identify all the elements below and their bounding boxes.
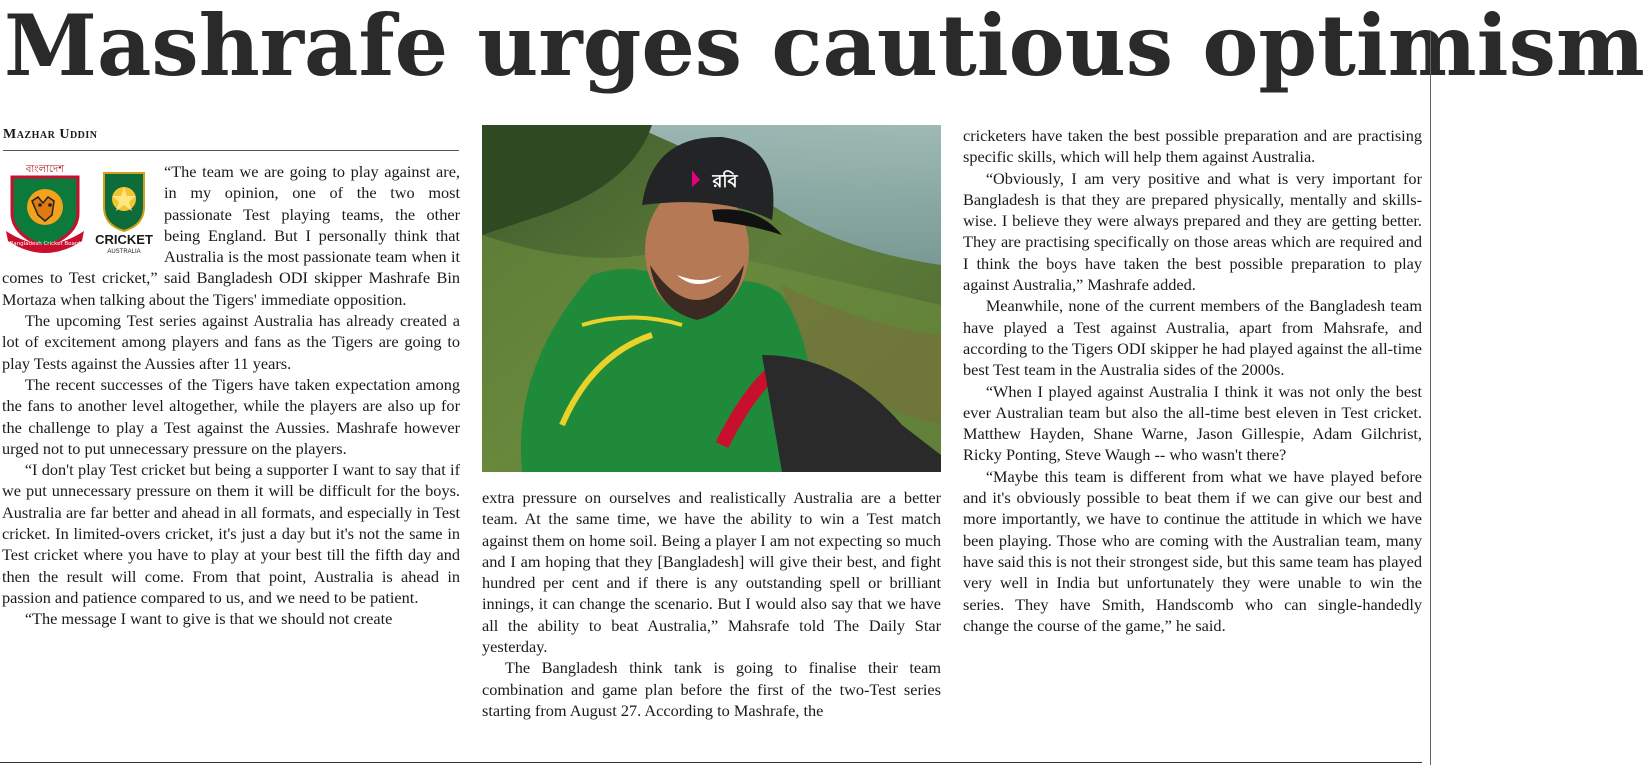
svg-text:রবি: রবি [712, 171, 738, 192]
bottom-rule [0, 762, 1422, 763]
svg-text:CRICKET: CRICKET [95, 232, 153, 247]
article-column-1 [2, 161, 460, 630]
paragraph: “The team we are going to play against are, in my opinion, one of the two most passionate Test playing teams, the other being England. But I personally think that Australia is the most passionate team when it comes to Test cricket,” said Bangladesh ODI skipper Mashrafe Bin Mortaza when talking about the Tigers' immediate opposition. [2, 162, 460, 309]
paragraph: cricketers have taken the best possible preparation and are practising specific skills, which will help them against Australia. [963, 126, 1422, 167]
cricket-australia-logo [95, 169, 153, 255]
bangladesh-cricket-board-logo [2, 161, 88, 255]
paragraph: “When I played against Australia I think it was not only the best ever Australian team but also the all-time best eleven in Test cricket. Matthew Hayden, Shane Warne, Jason Gillespie, Adam Gilchrist, Ricky Ponting, Steve Waugh -- who wasn't there? [963, 381, 1422, 465]
byline: Mazhar Uddin [3, 127, 459, 151]
article-column-3 [963, 125, 1422, 636]
svg-text:AUSTRALIA: AUSTRALIA [107, 249, 141, 255]
paragraph: extra pressure on ourselves and realistically Australia are a better team. At the same time, we have the ability to win a Test match against them on home soil. Being a player I am not expecting so much and I am hoping that they [Bangladesh] will give their best, and fight hundred per cent and if there is any outstanding spell or brilliant innings, it can change the scenario. But I would also say that we have all the ability to beat Australia,” Mahsrafe told The Daily Star yesterday. [482, 488, 941, 657]
team-logos [2, 161, 160, 261]
right-rule [1430, 30, 1431, 765]
paragraph: The Bangladesh think tank is going to finalise their team combination and game plan before the first of the two-Test series starting from August 27. According to Mashrafe, the [482, 658, 941, 720]
headline: Mashrafe urges cautious optimism [4, 0, 1645, 95]
paragraph: “Obviously, I am very positive and what is very important for Bangladesh is that they are prepared physically, mentally and skills-wise. I believe they were always prepared and they are getting better. They are practising specifically on those areas which are required and I think the boys have taken the best possible preparation to play against Australia,” Mashrafe added. [963, 168, 1422, 295]
svg-text:Bangladesh Cricket Board: Bangladesh Cricket Board [9, 241, 81, 247]
paragraph: The recent successes of the Tigers have taken expectation among the fans to another level altogether, while the players are also up for the challenge to play a Test against the Aussies. Mashrafe however urged not to put unnecessary pressure on the players. [2, 374, 460, 458]
paragraph: “Maybe this team is different from what we have played before and it's obviously possible to beat them if we can give our best and more importantly, we have to continue the attitude in which we have been playing. Those who are coming with the Australian team, many have said this is not their strongest side, but this same team has played very well in India but unfortunately they were unable to win the series. They have Smith, Handscomb who can single-handedly change the course of the game,” he said. [963, 466, 1422, 635]
svg-text:বাংলাদেশ: বাংলাদেশ [25, 164, 65, 175]
paragraph: “I don't play Test cricket but being a supporter I want to say that if we put unnecessary pressure on them it will be difficult for the boys. Australia are far better and ahead in all formats, and especially in Test cricket. In limited-overs cricket, it's just a day but it's not the same in Test cricket where you have to play at your best till the fifth day and then the result will come. From that point, Australia is ahead in passion and patience compared to us, and we need to be patient. [2, 460, 460, 607]
paragraph: “The message I want to give is that we should not create [24, 609, 393, 629]
article-column-2 [482, 487, 941, 721]
paragraph: The upcoming Test series against Australia has already created a lot of excitement among players and fans as the Tigers are going to play Tests against the Aussies after 11 years. [2, 311, 460, 373]
paragraph: Meanwhile, none of the current members of the Bangladesh team have played a Test against Australia, apart from Mahsrafe, and according to the Tigers ODI skipper he had played against the all-time best Test team in the Australia sides of the 2000s. [963, 296, 1422, 380]
mashrafe-photo [482, 125, 941, 472]
